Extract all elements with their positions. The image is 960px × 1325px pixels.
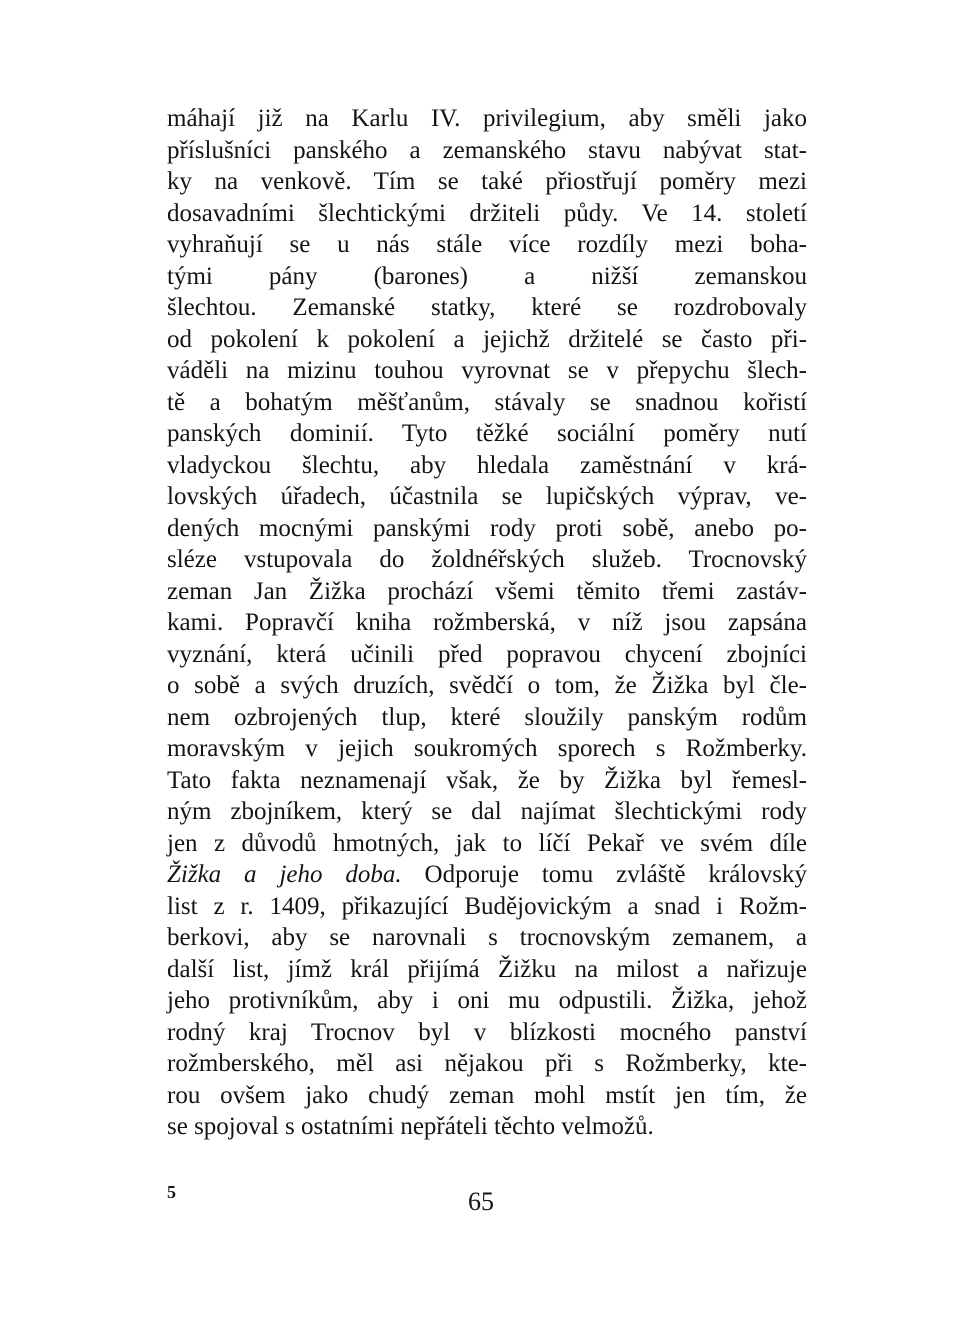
text-line: vyhraňují se u nás stále více rozdíly mezi boha-	[167, 231, 807, 258]
text-line: jen z důvodů hmotných, jak to líčí Pekař ve svém díle	[167, 829, 807, 857]
text-line: další list, jímž král přijímá Žižku na milost a nařizuje	[167, 955, 807, 983]
text-line: vladyckou šlechtu, aby hledala zaměstnání v krá-	[167, 451, 807, 479]
text-line: berkovi, aby se narovnali s trocnovským zemanem, a	[167, 924, 807, 951]
text-line: rožmberského, měl asi nějakou při s Rožmberky, kte-	[167, 1050, 807, 1077]
text-line: moravským v jejich soukromých sporech s Rožmberky.	[167, 735, 807, 762]
book-title-italic: Žižka a jeho doba.	[167, 861, 402, 888]
text-line: kami. Popravčí kniha rožmberská, v níž jsou zapsána	[167, 609, 807, 636]
page-number: 65	[468, 1187, 494, 1216]
text-line: jeho protivníkům, aby i oni mu odpustili. Žižka, jehož	[167, 987, 807, 1014]
signature-mark: 5	[167, 1182, 176, 1202]
text-line-final: se spojoval s ostatními nepřáteli těchto velmožů.	[167, 1113, 654, 1140]
text-line: tě a bohatým měšťanům, stávaly se snadnou kořistí	[167, 388, 807, 416]
text-line: rodný kraj Trocnov byl v blízkosti mocného panství	[167, 1018, 807, 1046]
text-line: nem ozbrojených tlup, které sloužily panským rodům	[167, 703, 807, 731]
text-line: máhají již na Karlu IV. privilegium, aby směli jako	[167, 105, 807, 132]
text-line: šlechtou. Zemanské statky, které se rozdrobovaly	[167, 294, 807, 321]
text-line: dosavadními šlechtickými držiteli půdy. Ve 14. století	[167, 199, 807, 227]
text-line: příslušníci panského a zemanského stavu nabývat stat-	[167, 136, 807, 164]
text-line: ným zbojníkem, který se dal najímat šlechtickými rody	[167, 798, 807, 825]
text-line: tými pány (barones) a nižší zemanskou	[167, 262, 807, 290]
body-text	[167, 103, 807, 1143]
text-line: váděli na mizinu touhou vyrovnat se v přepychu šlech-	[167, 357, 807, 384]
text-line-with-title	[167, 859, 807, 891]
text-line: vyznání, která učinili před popravou chycení zbojníci	[167, 640, 807, 668]
text-line: rou ovšem jako chudý zeman mohl mstít jen tím, že	[167, 1081, 807, 1109]
text-line: zeman Jan Žižka prochází všemi těmito třemi zastáv-	[167, 577, 807, 605]
text-line: sléze vstupovala do žoldnéřských služeb. Trocnovský	[167, 546, 807, 573]
text-line: lovských úřadech, účastnila se lupičských výprav, ve-	[167, 483, 807, 510]
text-line-remainder: Odporuje tomu zvláště královský	[401, 861, 808, 888]
text-line: dených mocnými panskými rody proti sobě, anebo po-	[167, 514, 807, 542]
text-line: panských dominií. Tyto těžké sociální poměry nutí	[167, 420, 807, 447]
text-line: od pokolení k pokolení a jejichž držitelé se často při-	[167, 325, 807, 353]
text-line: o sobě a svých druzích, svědčí o tom, že Žižka byl čle-	[167, 672, 807, 699]
text-line: ky na venkově. Tím se také přiostřují poměry mezi	[167, 168, 807, 195]
text-line: list z r. 1409, přikazující Budějovickým a snad i Rožm-	[167, 892, 807, 920]
text-line: Tato fakta neznamenají však, že by Žižka byl řemesl-	[167, 766, 807, 794]
